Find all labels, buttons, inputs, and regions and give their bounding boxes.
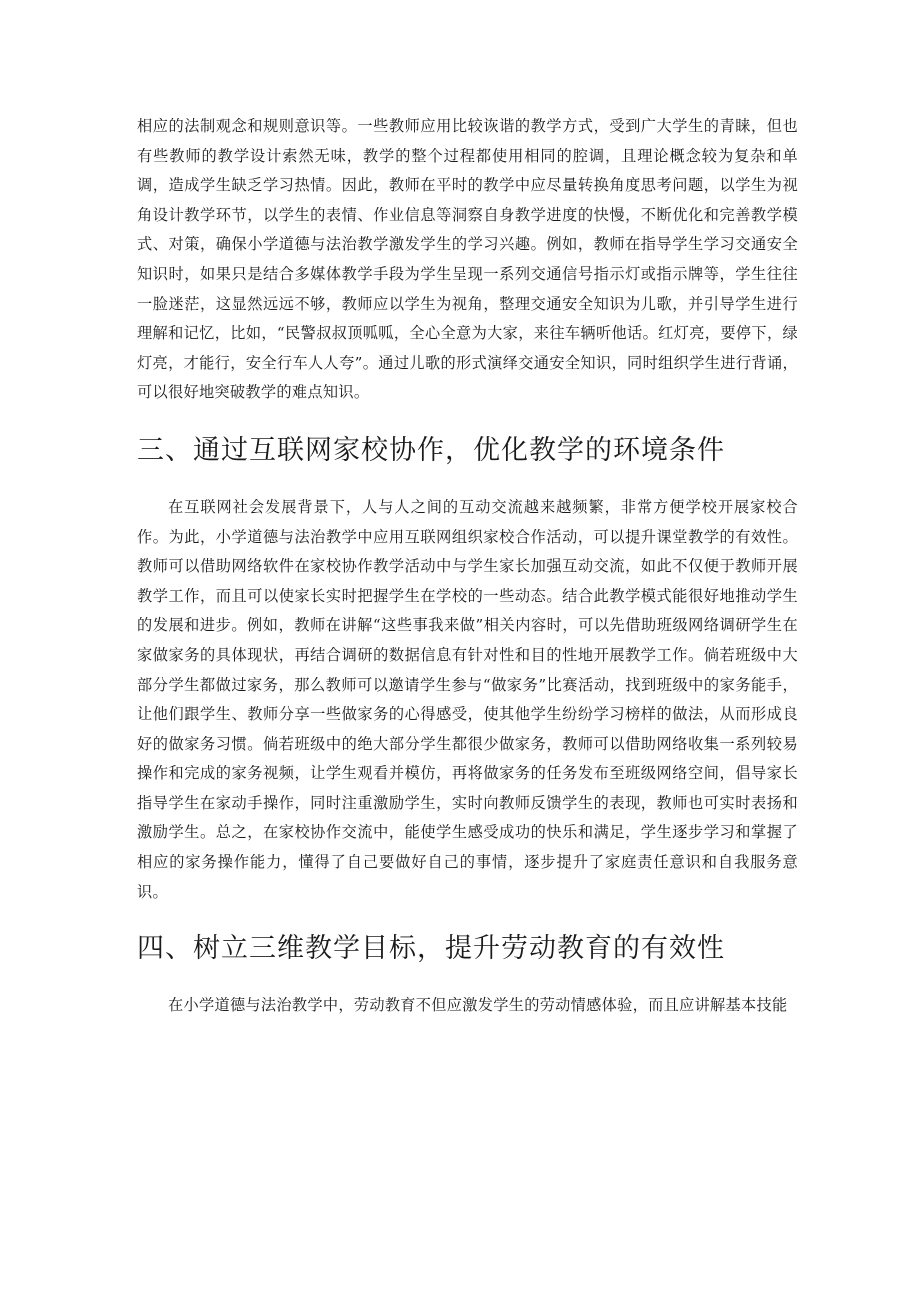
body-paragraph-2: 在互联网社会发展背景下，人与人之间的互动交流越来越频繁，非常方便学校开展家校合作。为此，小学道德与法治教学中应用互联网组织家校合作活动，可以提升课堂教学的有效性。教师可以借助网络软件在家校协作教学活动中与学生家长加强互动交流，如此不仅便于教师开展教学工作，而且可以使家长实时把握学生在学校的一些动态。结合此教学模式能很好地推动学生的发展和进步。例如，教师在讲解“这些事我来做”相关内容时，可以先借助班级网络调研学生在家做家务的具体现状，再结合调研的数据信息有针对性和目的性地开展教学工作。倘若班级中大部分学生都做过家务，那么教师可以邀请学生参与“做家务”比赛活动，找到班级中的家务能手，让他们跟学生、教师分享一些做家务的心得感受，使其他学生纷纷学习榜样的做法，从而形成良好的做家务习惯。倘若班级中的绝大部分学生都很少做家务，教师可以借助网络收集一系列较易操作和完成的家务视频，让学生观看并模仿，再将做家务的任务发布至班级网络空间，倡导家长指导学生在家动手操作，同时注重激励学生，实时向教师反馈学生的表现，教师也可实时表扬和激励学生。总之，在家校协作交流中，能使学生感受成功的快乐和满足，学生逐步学习和掌握了相应的家务操作能力，懂得了自己要做好自己的事情，逐步提升了家庭责任意识和自我服务意识。 (137, 497, 798, 901)
body-paragraph-1: 相应的法制观念和规则意识等。一些教师应用比较诙谐的教学方式，受到广大学生的青睐，但也有些教师的教学设计索然无味，教学的整个过程都使用相同的腔调，且理论概念较为复杂和单调，造成学生缺乏学习热情。因此，教师在平时的教学中应尽量转换角度思考问题，以学生为视角设计教学环节，以学生的表情、作业信息等洞察自身教学进度的快慢，不断优化和完善教学模式、对策，确保小学道德与法治教学激发学生的学习兴趣。例如，教师在指导学生学习交通安全知识时，如果只是结合多媒体教学手段为学生呈现一系列交通信号指示灯或指示牌等，学生往往一脸迷茫，这显然远远不够，教师应以学生为视角，整理交通安全知识为儿歌，并引导学生进行理解和记忆，比如，“民警叔叔顶呱呱，全心全意为大家，来往车辆听他话。红灯亮，要停下，绿灯亮，才能行，安全行车人人夸”。通过儿歌的形式演绎交通安全知识，同时组织学生进行背诵，可以很好地突破教学的难点知识。 (137, 117, 798, 402)
body-paragraph-3: 在小学道德与法治教学中，劳动教育不但应激发学生的劳动情感体验，而且应讲解基本技能 (168, 996, 788, 1015)
section-heading-4: 四、树立三维教学目标，提升劳动教育的有效性 (137, 933, 725, 965)
section-heading-3: 三、通过互联网家校协作，优化教学的环境条件 (137, 434, 725, 466)
